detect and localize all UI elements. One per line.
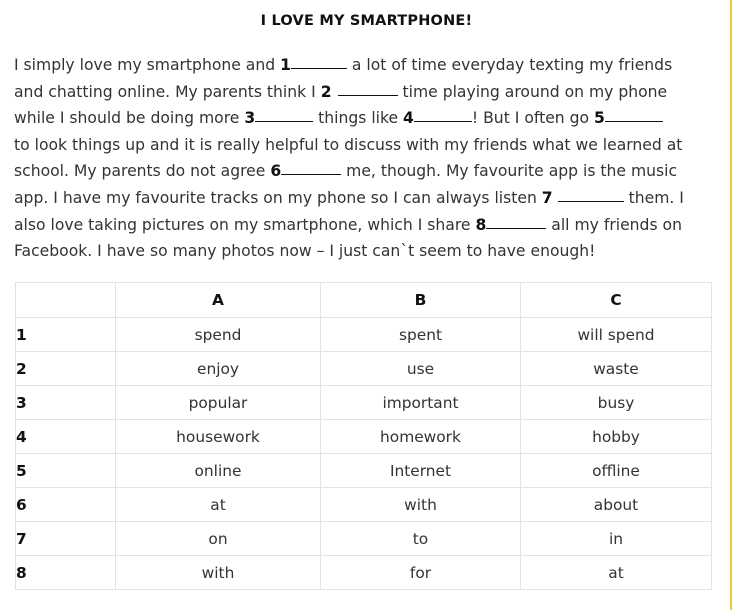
option-a[interactable]: at	[116, 488, 321, 522]
passage-text: ! But I often go	[471, 109, 595, 128]
passage-line-4	[14, 132, 720, 159]
reading-passage	[14, 52, 720, 265]
gap-number-2: 2	[320, 82, 332, 101]
table-row	[16, 556, 712, 590]
right-accent-rule	[730, 0, 732, 610]
option-b[interactable]: with	[321, 488, 521, 522]
gap-number-3: 3	[244, 109, 256, 128]
row-number: 4	[16, 420, 116, 454]
gap-blank-8[interactable]	[486, 214, 546, 229]
option-a[interactable]: online	[116, 454, 321, 488]
gap-blank-5[interactable]	[605, 107, 663, 122]
option-b[interactable]: important	[321, 386, 521, 420]
table-row	[16, 318, 712, 352]
gap-number-4: 4	[403, 109, 414, 128]
option-b[interactable]: use	[321, 352, 521, 386]
table-header-cell	[16, 283, 116, 318]
gap-blank-4[interactable]	[414, 107, 472, 122]
row-number: 5	[16, 454, 116, 488]
option-b[interactable]: for	[321, 556, 521, 590]
passage-line-6	[14, 185, 720, 212]
option-a[interactable]: housework	[116, 420, 321, 454]
passage-text: Facebook. I have so many photos now – I just can`t seem to have enough!	[14, 242, 596, 261]
option-a[interactable]: on	[116, 522, 321, 556]
table-header-cell: C	[521, 283, 712, 318]
option-c[interactable]: in	[521, 522, 712, 556]
passage-text: and chatting online. My parents think I	[14, 82, 321, 101]
row-number: 3	[16, 386, 116, 420]
gap-number-8: 8	[475, 215, 487, 234]
gap-number-7: 7	[541, 188, 553, 207]
option-c[interactable]: offline	[521, 454, 712, 488]
option-b[interactable]: to	[321, 522, 521, 556]
passage-text: things like	[313, 109, 404, 128]
table-row	[16, 420, 712, 454]
answer-options-table	[15, 282, 712, 590]
passage-text: to look things up and it is really helpful to discuss with my friends what we learned at	[14, 135, 683, 154]
passage-text: app. I have my favourite tracks on my phone so I can always listen	[14, 188, 542, 207]
gap-blank-6[interactable]	[281, 160, 341, 175]
passage-line-8	[14, 238, 720, 265]
passage-text: I simply love my smartphone and	[14, 56, 281, 74]
option-a[interactable]: enjoy	[116, 352, 321, 386]
passage-line-2	[14, 79, 720, 106]
option-a[interactable]: with	[116, 556, 321, 590]
passage-text: also love taking pictures on my smartphone, which I share	[14, 215, 476, 234]
passage-text: a lot of time everyday texting my friends	[346, 56, 673, 74]
row-number: 8	[16, 556, 116, 590]
table-row	[16, 386, 712, 420]
passage-line-7	[14, 212, 720, 239]
gap-number-5: 5	[594, 109, 605, 128]
gap-blank-1[interactable]	[291, 54, 347, 69]
table-header-cell: A	[116, 283, 321, 318]
gap-blank-3[interactable]	[255, 107, 313, 122]
passage-line-3	[14, 105, 720, 132]
gap-number-6: 6	[270, 162, 282, 181]
row-number: 7	[16, 522, 116, 556]
row-number: 6	[16, 488, 116, 522]
option-c[interactable]: at	[521, 556, 712, 590]
table-header-cell: B	[321, 283, 521, 318]
option-a[interactable]: spend	[116, 318, 321, 352]
gap-blank-7[interactable]	[558, 187, 624, 202]
option-c[interactable]: hobby	[521, 420, 712, 454]
gap-blank-2[interactable]	[338, 81, 398, 96]
option-c[interactable]: will spend	[521, 318, 712, 352]
table-row	[16, 454, 712, 488]
option-c[interactable]: about	[521, 488, 712, 522]
row-number: 1	[16, 318, 116, 352]
passage-line-5	[14, 158, 720, 185]
passage-text: while I should be doing more	[14, 109, 245, 128]
page-title: I LOVE MY SMARTPHONE!	[260, 13, 473, 29]
row-number: 2	[16, 352, 116, 386]
option-c[interactable]: waste	[521, 352, 712, 386]
passage-line-1	[14, 52, 720, 79]
passage-text: them. I	[623, 188, 684, 207]
passage-text: me, though. My favourite app is the music	[341, 162, 678, 181]
option-b[interactable]: homework	[321, 420, 521, 454]
option-a[interactable]: popular	[116, 386, 321, 420]
table-row	[16, 522, 712, 556]
passage-text: school. My parents do not agree	[14, 162, 271, 181]
gap-number-1: 1	[280, 56, 291, 74]
table-header-row	[16, 283, 712, 318]
passage-text: all my friends on	[546, 215, 682, 234]
table-row	[16, 352, 712, 386]
passage-text: time playing around on my phone	[397, 82, 668, 101]
option-b[interactable]: Internet	[321, 454, 521, 488]
table-row	[16, 488, 712, 522]
option-c[interactable]: busy	[521, 386, 712, 420]
option-b[interactable]: spent	[321, 318, 521, 352]
